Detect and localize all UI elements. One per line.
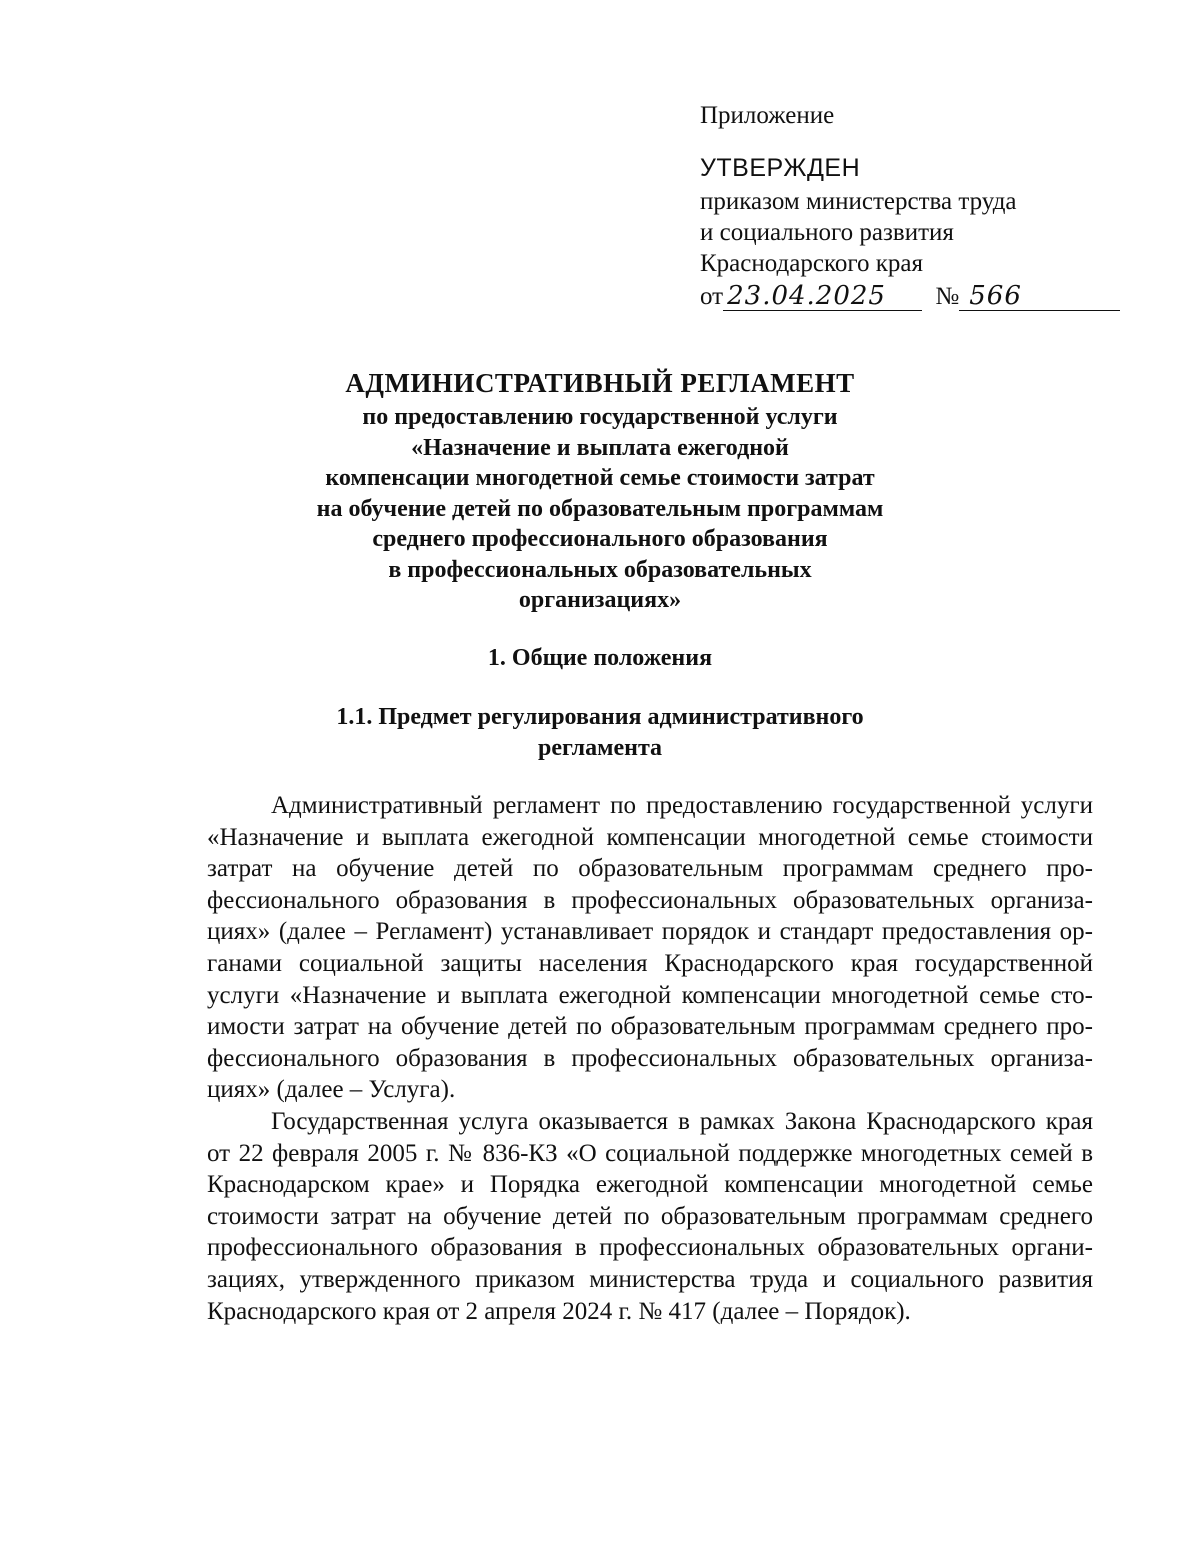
body-text [207,790,1093,1327]
approval-line: приказом министерства труда [700,188,1017,215]
handwritten-number: 566 [959,282,1120,311]
section-heading-1-1 [250,702,950,763]
date-prefix: от [700,283,724,310]
section-heading-line: регламента [537,734,663,761]
paragraph: Государственная услуга оказывается в рамках Закона Краснодарского края от 22 февраля 2005 г. № 836-КЗ «О социальной поддержке многодетных семей в Краснодарском крае» и Порядка ежегодной компенсации многодетной семье стоимости затрат на обучение детей по образовательным программам среднего профессионального образования в профессиональных образовательных организациях, утвержденного приказом министерства труда и социального развития Краснодарского края от 2 апреля 2024 г. № 417 (далее – Порядок). [207,1107,1093,1325]
main-title: АДМИНИСТРАТИВНЫЙ РЕГЛАМЕНТ [345,368,855,398]
approved-label: УТВЕРЖДЕН [700,154,861,182]
appendix-label: Приложение [700,102,835,129]
title-line: в профессиональных образовательных [388,556,812,583]
title-line: среднего профессионального образования [372,526,828,552]
approval-line: и социального развития [700,219,954,246]
document-title [250,366,950,616]
title-line: организациях» [518,587,682,613]
title-line: компенсации многодетной семье стоимости затрат [325,465,875,491]
handwritten-date: 23.04.2025 [723,282,921,311]
approval-block [700,100,1120,312]
paragraph: Административный регламент по предоставлению государственной услуги «Назначение и выплата ежегодной компенсации многодетной семье стоимости затрат на обучение детей по образовательным программам среднего профессионального образования в профессиональных образовательных организациях» (далее – Регламент) устанавливает порядок и стандарт предоставления органами социальной защиты населения Краснодарского края государственной услуги «Назначение и выплата ежегодной компенсации многодетной семье стоимости затрат на обучение детей по образовательным программам среднего профессионального образования в профессиональных образовательных организациях» (далее – Услуга). [207,792,1093,1104]
title-line: на обучение детей по образовательным программам [316,495,884,522]
title-line: «Назначение и выплата ежегодной [411,434,789,461]
section-heading-line: 1.1. Предмет регулирования административного [336,704,864,730]
title-line: по предоставлению государственной услуги [362,404,838,430]
number-prefix: № [935,283,960,310]
section-heading-1: 1. Общие положения [487,645,713,671]
order-date-number [700,281,1120,312]
approval-line: Краснодарского края [700,250,923,277]
